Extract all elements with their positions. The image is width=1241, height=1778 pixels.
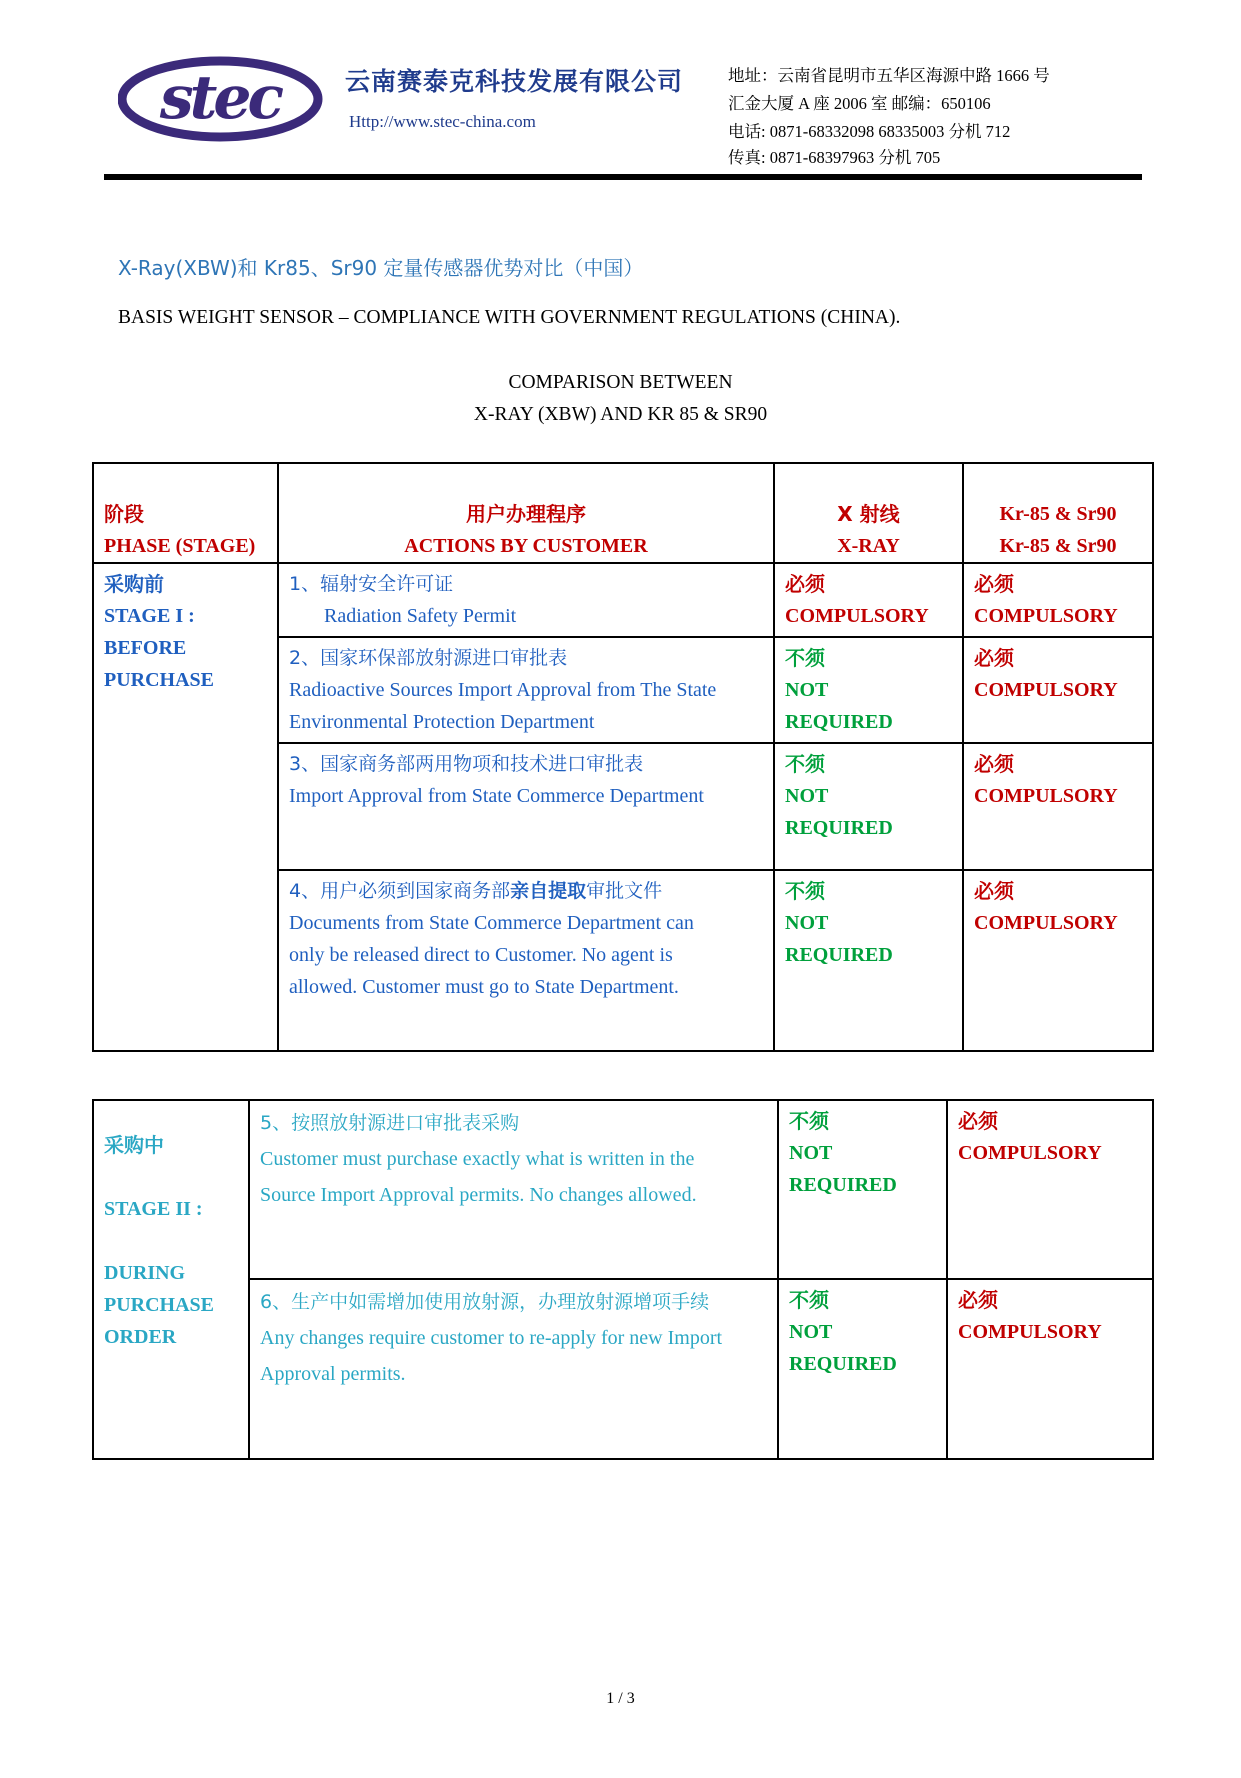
header-xray (774, 463, 963, 563)
stage2-en-line2: DURING (104, 1262, 186, 1284)
action-en: Radiation Safety Permit (324, 605, 517, 627)
action-cn-part1: 4、用户必须到国家商务部 (289, 880, 511, 902)
header-actions-cn: 用户办理程序 (466, 502, 586, 526)
comparison-heading-line1: COMPARISON BETWEEN (508, 372, 733, 393)
stage1-en-label: STAGE I : (104, 605, 195, 627)
kr-status-cn: 必须 (958, 1109, 998, 1133)
kr-status-en: COMPULSORY (974, 785, 1118, 807)
header-phase-en: PHASE (STAGE) (104, 535, 256, 557)
table-row (93, 1279, 1153, 1459)
company-name: 云南赛泰克科技发展有限公司 (345, 67, 684, 96)
action-cn (289, 875, 763, 907)
action-cell (249, 1279, 778, 1459)
xray-status-en-line2: REQUIRED (785, 817, 893, 839)
kr-status-en: COMPULSORY (974, 605, 1118, 627)
comparison-table-stage2 (92, 1099, 1154, 1460)
stage2-en-line4: ORDER (104, 1326, 177, 1348)
header-kr (963, 463, 1153, 563)
page-number: 1 / 3 (606, 1690, 635, 1707)
title-english: BASIS WEIGHT SENSOR – COMPLIANCE WITH GOVERNMENT REGULATIONS (CHINA). (118, 307, 901, 328)
comparison-table-stage1 (92, 462, 1154, 1052)
comparison-heading-line2: X-RAY (XBW) AND KR 85 & SR90 (473, 404, 768, 425)
logo-text: stec (159, 63, 281, 133)
action-cn: 1、辐射安全许可证 (289, 573, 454, 595)
action-en-line3: allowed. Customer must go to State Department. (289, 976, 679, 998)
phone-line: 电话: 0871-68332098 68335003 分机 712 (728, 122, 1011, 141)
xray-status-cn: 不须 (789, 1109, 829, 1133)
stage1-en-line2: BEFORE (104, 637, 187, 659)
table-row (93, 1100, 1153, 1279)
xray-status-cn: 必须 (785, 572, 825, 596)
table-row (93, 563, 1153, 637)
header-phase (93, 463, 278, 563)
xray-cell (778, 1279, 947, 1459)
header-divider (104, 174, 1142, 180)
action-cell (278, 743, 774, 870)
stage1-en-line3: PURCHASE (104, 669, 215, 691)
action-cn-emphasis: 亲自提取 (510, 880, 587, 902)
kr-status-en: COMPULSORY (974, 912, 1118, 934)
xray-status-en-line1: NOT (785, 785, 829, 807)
action-en-line2: Source Import Approval permits. No changes allowed. (260, 1184, 697, 1206)
header-kr-cn: Kr-85 & Sr90 (999, 503, 1117, 525)
kr-status-cn: 必须 (958, 1288, 998, 1312)
stage1-cell (93, 563, 278, 1051)
action-cell (278, 563, 774, 637)
stage2-cn: 采购中 (104, 1133, 164, 1157)
stage2-cell (93, 1100, 249, 1459)
action-en-line1: Radioactive Sources Import Approval from The State (289, 679, 717, 701)
header-xray-cn: X 射线 (837, 502, 900, 526)
company-website-link[interactable]: Http://www.stec-china.com (349, 112, 536, 131)
stage2-en-line3: PURCHASE (104, 1294, 215, 1316)
xray-status-en: COMPULSORY (785, 605, 929, 627)
xray-status-cn: 不须 (785, 879, 825, 903)
header-kr-en: Kr-85 & Sr90 (999, 535, 1117, 557)
header-xray-en: X-RAY (837, 535, 900, 557)
action-cn-part2: 审批文件 (586, 880, 663, 902)
kr-cell (963, 637, 1153, 743)
xray-status-en-line2: REQUIRED (789, 1353, 897, 1375)
action-cn: 2、国家环保部放射源进口审批表 (289, 647, 568, 669)
kr-status-cn: 必须 (974, 572, 1014, 596)
kr-cell (963, 743, 1153, 870)
header-phase-cn: 阶段 (104, 502, 144, 526)
xray-cell (774, 637, 963, 743)
xray-status-cn: 不须 (785, 752, 825, 776)
kr-status-en: COMPULSORY (958, 1142, 1102, 1164)
xray-status-en-line1: NOT (785, 679, 829, 701)
xray-status-en-line1: NOT (789, 1321, 833, 1343)
action-cell (249, 1100, 778, 1279)
action-cn: 6、生产中如需增加使用放射源，办理放射源增项手续 (260, 1291, 710, 1313)
kr-cell (947, 1279, 1153, 1459)
table-header-row (93, 463, 1153, 563)
kr-status-cn: 必须 (974, 879, 1014, 903)
action-cell (278, 870, 774, 1051)
xray-status-en-line2: REQUIRED (785, 711, 893, 733)
kr-status-cn: 必须 (974, 752, 1014, 776)
address-line-1: 地址：云南省昆明市五华区海源中路 1666 号 (728, 66, 1050, 85)
stage1-cn: 采购前 (104, 572, 164, 596)
action-en: Import Approval from State Commerce Department (289, 785, 704, 807)
title-chinese: X-Ray(XBW)和 Kr85、Sr90 定量传感器优势对比（中国） (118, 256, 644, 280)
action-cn: 3、国家商务部两用物项和技术进口审批表 (289, 753, 644, 775)
action-en-line1: Documents from State Commerce Department can (289, 912, 694, 934)
action-en-line2: Environmental Protection Department (289, 711, 595, 733)
header-actions-en: ACTIONS BY CUSTOMER (404, 535, 648, 557)
stec-logo (118, 56, 323, 142)
kr-status-cn: 必须 (974, 646, 1014, 670)
action-cn: 5、按照放射源进口审批表采购 (260, 1112, 520, 1134)
action-en-line2: only be released direct to Customer. No agent is (289, 944, 673, 966)
xray-status-en-line2: REQUIRED (785, 944, 893, 966)
xray-cell (774, 563, 963, 637)
header-actions (278, 463, 774, 563)
xray-status-en-line1: NOT (785, 912, 829, 934)
kr-cell (963, 870, 1153, 1051)
action-cell (278, 637, 774, 743)
fax-line: 传真: 0871-68397963 分机 705 (728, 148, 941, 167)
xray-cell (778, 1100, 947, 1279)
action-en-line1: Any changes require customer to re-apply for new Import (260, 1327, 723, 1349)
kr-status-en: COMPULSORY (958, 1321, 1102, 1343)
address-line-2: 汇金大厦 A 座 2006 室 邮编：650106 (728, 94, 991, 113)
xray-status-cn: 不须 (785, 646, 825, 670)
kr-status-en: COMPULSORY (974, 679, 1118, 701)
action-en-line2: Approval permits. (260, 1363, 406, 1385)
xray-status-en-line2: REQUIRED (789, 1174, 897, 1196)
kr-cell (963, 563, 1153, 637)
xray-cell (774, 870, 963, 1051)
xray-status-en-line1: NOT (789, 1142, 833, 1164)
xray-status-cn: 不须 (789, 1288, 829, 1312)
stage2-en-label: STAGE II : (104, 1198, 203, 1220)
xray-cell (774, 743, 963, 870)
kr-cell (947, 1100, 1153, 1279)
action-en-line1: Customer must purchase exactly what is written in the (260, 1148, 695, 1170)
